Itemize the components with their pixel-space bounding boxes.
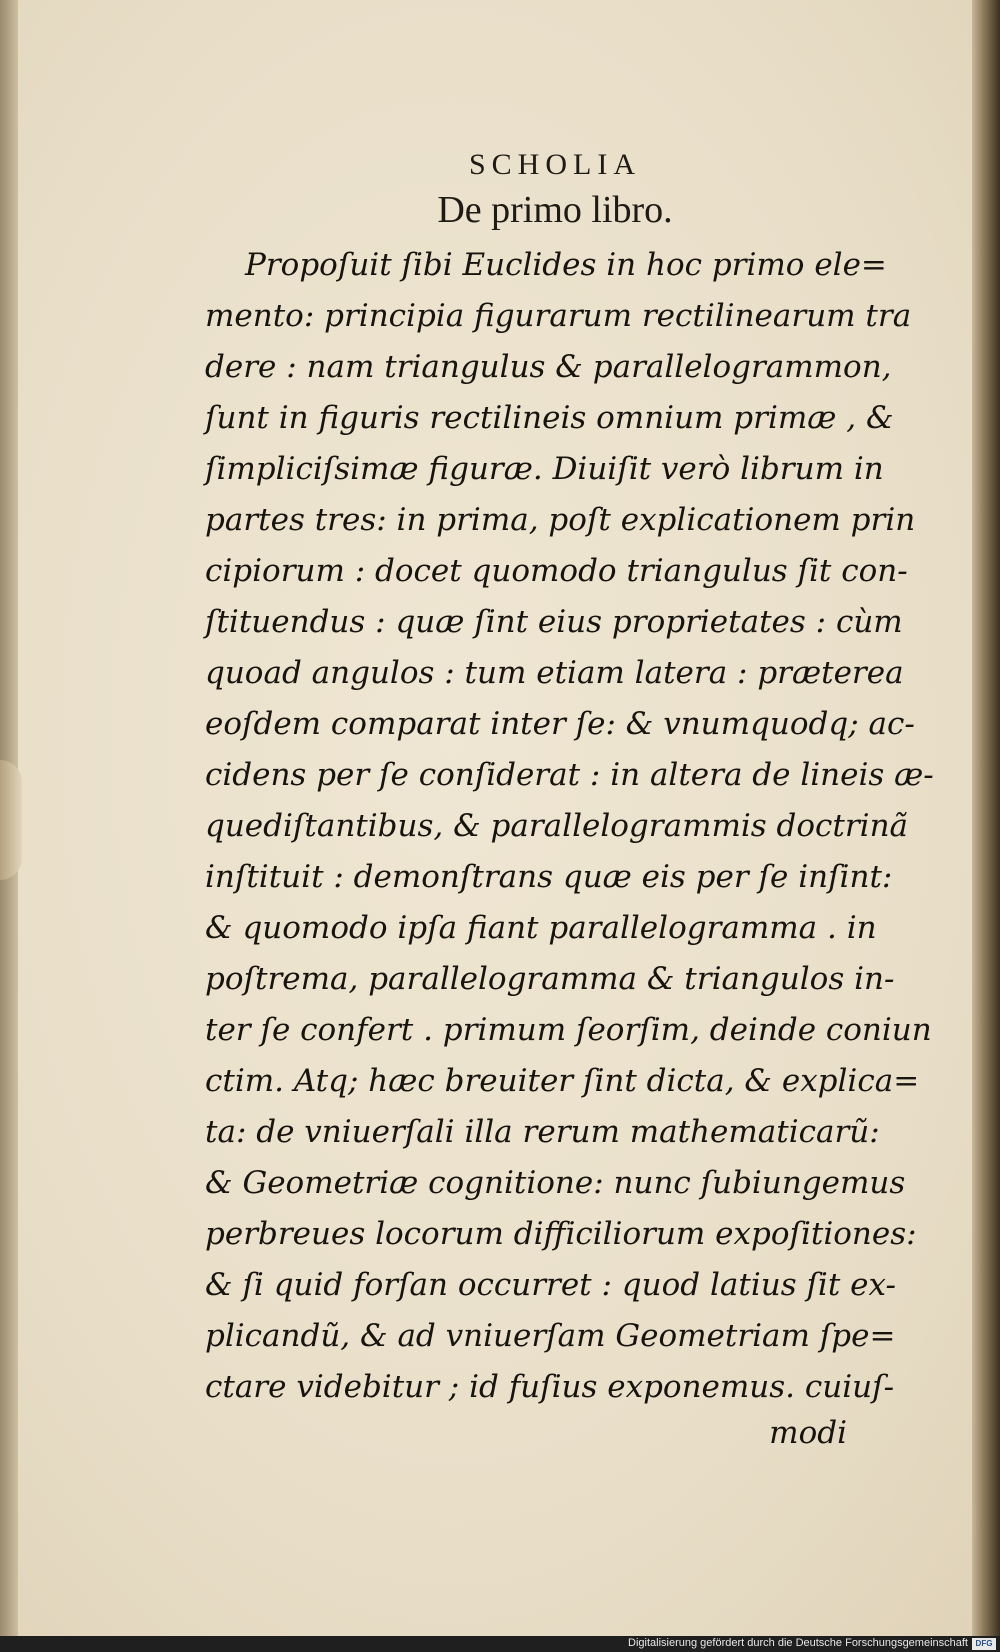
- catchword: modi: [769, 1415, 847, 1451]
- text-line: & Geometriæ cognitione: nunc ſubiungemus: [205, 1165, 906, 1201]
- page-edge-tab: [0, 760, 22, 880]
- text-line: ſimpliciſsimæ figuræ. Diuiſit verò librum in: [205, 451, 884, 487]
- text-line: ctare videbitur ; id fuſius exponemus. cuiuſ-: [205, 1369, 895, 1405]
- text-line: ter ſe confert . primum ſeorſim, deinde coniun: [205, 1012, 932, 1048]
- text-line: ſunt in figuris rectilineis omnium primæ , &: [205, 400, 894, 436]
- text-line: inſtituit : demonſtrans quæ eis per ſe inſint:: [205, 859, 893, 895]
- footer-credit: Digitalisierung gefördert durch die Deutsche Forschungsgemeinschaft: [628, 1637, 968, 1649]
- text-line: & ſi quid forſan occurret : quod latius ſit ex-: [205, 1267, 896, 1303]
- text-line: quediſtantibus, & parallelogrammis doctrinã: [205, 808, 909, 844]
- text-line: Propoſuit ſibi Euclides in hoc primo ele=: [245, 247, 887, 283]
- book-edge-shadow: [972, 0, 1000, 1636]
- section-subhead: De primo libro.: [437, 189, 673, 231]
- dfg-logo-icon: DFG: [972, 1638, 996, 1650]
- text-line: cipiorum : docet quomodo triangulus ſit con-: [205, 553, 908, 589]
- text-line: ta: de vniuerſali illa rerum mathematicarũ:: [205, 1114, 880, 1150]
- body-paragraph: [205, 240, 934, 1413]
- text-line: quoad angulos : tum etiam latera : præterea: [205, 655, 904, 691]
- text-line: & quomodo ipſa fiant parallelogramma . in: [205, 910, 877, 946]
- running-head: SCHOLIA: [468, 148, 641, 181]
- text-line: cidens per ſe conſiderat : in altera de lineis æ-: [205, 757, 934, 793]
- text-line: perbreues locorum difficiliorum expoſitiones:: [205, 1216, 917, 1252]
- text-line: dere : nam triangulus & parallelogrammon,: [205, 349, 892, 385]
- text-line: plicandũ, & ad vniuerſam Geometriam ſpe=: [205, 1318, 896, 1354]
- text-line: poſtrema, parallelogramma & triangulos in-: [205, 961, 895, 997]
- text-line: mento: principia figurarum rectilinearum tra: [205, 298, 912, 334]
- text-line: partes tres: in prima, poſt explicationem prin: [205, 502, 916, 538]
- digitization-footer: [0, 1636, 1000, 1652]
- text-line: ctim. Atq; hæc breuiter ſint dicta, & explica=: [205, 1063, 920, 1099]
- text-line: ſtituendus : quæ ſint eius proprietates : cùm: [205, 604, 903, 640]
- text-block: [205, 148, 934, 1451]
- text-line: eoſdem comparat inter ſe: & vnumquodq; ac-: [205, 706, 915, 742]
